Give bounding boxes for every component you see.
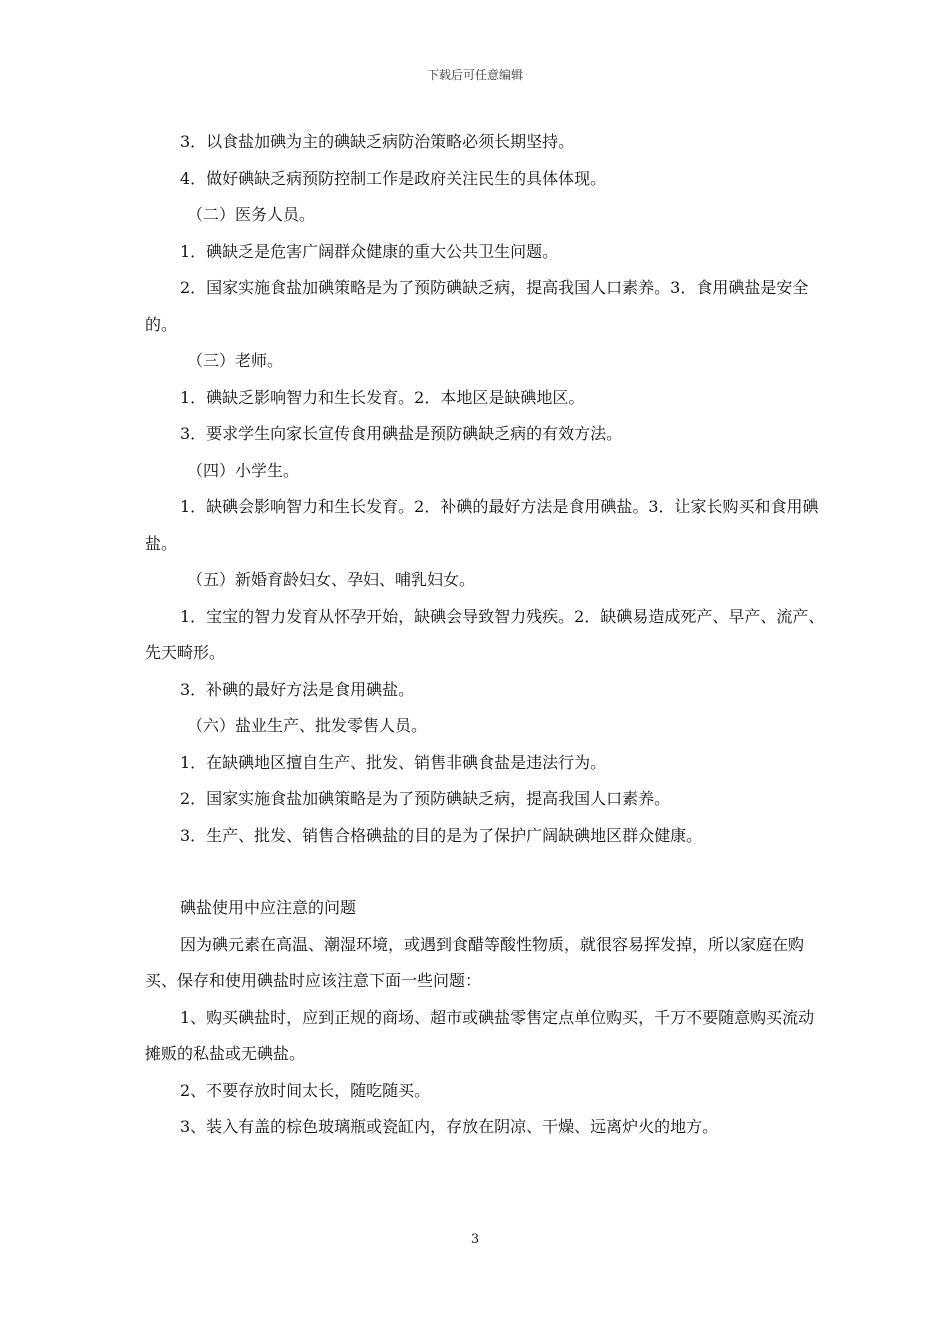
paragraph: 2．国家实施食盐加碘策略是为了预防碘缺乏病，提高我国人口素养。 [180,789,671,808]
paragraph: 3．补碘的最好方法是食用碘盐。 [180,679,415,699]
paragraph: 1．在缺碘地区擅自生产、批发、销售非碘食盐是违法行为。 [180,752,607,772]
subheading-students: （四）小学生。 [187,460,300,480]
paragraph: 1、购买碘盐时，应到正规的商场、超市或碘盐零售定点单位购买，千万不要随意购买流动摊贩的私盐或无碘盐。 [145,1007,815,1063]
document-body [145,124,825,1146]
paragraph: 3．以食盐加碘为主的碘缺乏病防治策略必须长期坚持。 [180,132,575,151]
page-number: 3 [470,1232,480,1247]
paragraph: 4．做好碘缺乏病预防控制工作是政府关注民生的具体体现。 [180,168,607,188]
paragraph: 2．国家实施食盐加碘策略是为了预防碘缺乏病，提高我国人口素养。3．食用碘盐是安全的。 [145,278,809,334]
paragraph: 1．宝宝的智力发育从怀孕开始，缺碘会导致智力残疾。2．缺碘易造成死产、早产、流产、先天畸形。 [145,606,825,662]
paragraph: 3．生产、批发、销售合格碘盐的目的是为了保护广阔缺碘地区群众健康。 [180,825,703,845]
paragraph: 3．要求学生向家长宣传食用碘盐是预防碘缺乏病的有效方法。 [180,424,623,443]
page-header: 下载后可任意编辑 [426,68,523,82]
paragraph: 3、装入有盖的棕色玻璃瓶或瓷缸内，存放在阴凉、干燥、远离炉火的地方。 [180,1117,719,1136]
subheading-women: （五）新婚育龄妇女、孕妇、哺乳妇女。 [187,570,476,589]
paragraph: 2、不要存放时间太长，随吃随买。 [180,1080,431,1100]
paragraph: 1．缺碘会影响智力和生长发育。2．补碘的最好方法是食用碘盐。3．让家长购买和食用碘盐。 [145,497,819,553]
subheading-salt-industry: （六）盐业生产、批发零售人员。 [187,716,428,735]
subheading-medical-staff: （二）医务人员。 [187,205,316,224]
subheading-teachers: （三）老师。 [187,351,284,370]
paragraph: 1．碘缺乏是危害广阔群众健康的重大公共卫生问题。 [180,241,559,261]
section-spacer [145,854,825,890]
section-title: 碘盐使用中应注意的问题 [180,898,357,917]
paragraph: 因为碘元素在高温、潮湿环境，或遇到食醋等酸性物质，就很容易挥发掉，所以家庭在购买、保存和使用碘盐时应该注意下面一些问题： [145,934,805,990]
paragraph: 1．碘缺乏影响智力和生长发育。2．本地区是缺碘地区。 [180,387,585,407]
